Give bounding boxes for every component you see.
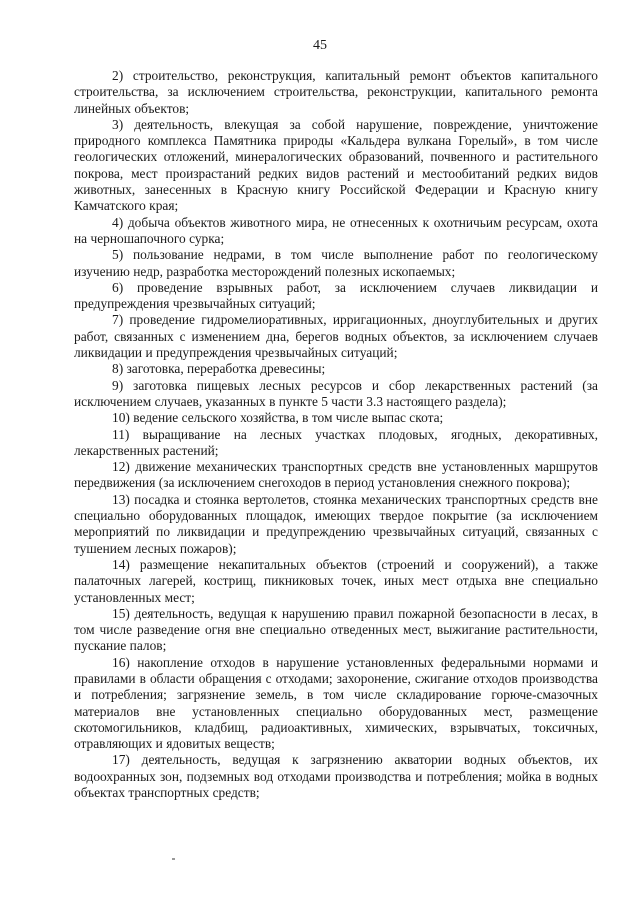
paragraph-item-3: 3) деятельность, влекущая за собой нарушение, повреждение, уничтожение природного комплекса Памятника природы «Кальдера вулкана Горелый», в том числе геологических отложений, минералогических образований, почвенного и растительного покрова, мест произрастаний редких видов растений и местообитаний редких видов животных, занесенных в Красную книгу Российской Федерации и Красную книгу Камчатского края; — [74, 116, 598, 214]
paragraph-item-13: 13) посадка и стоянка вертолетов, стоянка механических транспортных средств вне специально оборудованных площадок, имеющих твердое покрытие (за исключением мероприятий по ликвидации и предупреждению чрезвычайных ситуаций, связанных с тушением лесных пожаров); — [74, 491, 598, 556]
paragraph-item-14: 14) размещение некапитальных объектов (строений и сооружений), а также палаточных лагерей, кострищ, пикниковых точек, иных мест отдыха вне специально установленных мест; — [74, 556, 598, 605]
paragraph-item-16: 16) накопление отходов в нарушение установленных федеральными нормами и правилами в области обращения с отходами; захоронение, сжигание отходов производства и потребления; загрязнение земель, в том числе складирование горюче-смазочных материалов вне установленных специально оборудованных мест, размещение скотомогильников, кладбищ, радиоактивных, химических, взрывчатых, токсичных, отравляющих и ядовитых веществ; — [74, 654, 598, 752]
paragraph-item-6: 6) проведение взрывных работ, за исключением случаев ликвидации и предупреждения чрезвычайных ситуаций; — [74, 279, 598, 312]
paragraph-item-7: 7) проведение гидромелиоративных, ирригационных, дноуглубительных и других работ, связанных с изменением дна, берегов водных объектов, за исключением случаев ликвидации и предупреждения чрезвычайных ситуаций; — [74, 312, 598, 361]
paragraph-item-10: 10) ведение сельского хозяйства, в том числе выпас скота; — [112, 410, 444, 426]
paragraph-item-8: 8) заготовка, переработка древесины; — [112, 361, 326, 377]
page-number: 45 — [313, 38, 327, 53]
paragraph-item-4: 4) добыча объектов животного мира, не отнесенных к охотничьим ресурсам, охота на черношапочного сурка; — [74, 214, 598, 246]
paragraph-item-9: 9) заготовка пищевых лесных ресурсов и сбор лекарственных растений (за исключением случаев, указанных в пункте 5 части 3.3 настоящего раздела); — [74, 377, 598, 409]
paragraph-item-12: 12) движение механических транспортных средств вне установленных маршрутов передвижения (за исключением снегоходов в период установления снежного покрова); — [74, 459, 598, 491]
scan-speck — [172, 858, 175, 860]
paragraph-item-17: 17) деятельность, ведущая к загрязнению акватории водных объектов, их водоохранных зон, подземных вод отходами производства и потребления; мойка в водных объектах транспортных средств; — [74, 752, 598, 801]
paragraph-item-2: 2) строительство, реконструкция, капитальный ремонт объектов капитального строительства, за исключением строительства, реконструкции, капитального ремонта линейных объектов; — [74, 68, 598, 116]
paragraph-item-5: 5) пользование недрами, в том числе выполнение работ по геологическому изучению недр, разработка месторождений полезных ископаемых; — [74, 247, 598, 279]
paragraph-item-15: 15) деятельность, ведущая к нарушению правил пожарной безопасности в лесах, в том числе разведение огня вне специально отведенных мест, выжигание растительности, пускание палов; — [74, 605, 598, 654]
paragraph-item-11: 11) выращивание на лесных участках плодовых, ягодных, декоративных, лекарственных растений; — [74, 426, 598, 458]
document-body — [74, 68, 598, 801]
